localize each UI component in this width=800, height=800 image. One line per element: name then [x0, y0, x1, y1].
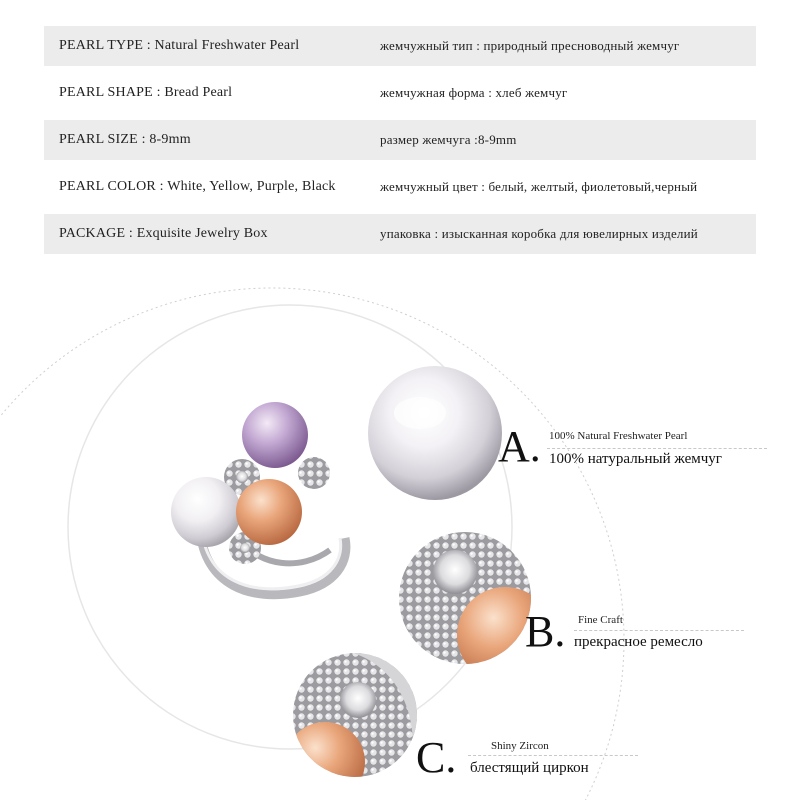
feature-letter: C. — [416, 733, 457, 782]
pearl-closeup — [368, 366, 502, 500]
dashed-divider — [574, 630, 744, 631]
dashed-divider — [547, 448, 767, 449]
spec-label-en: PACKAGE : Exquisite Jewelry Box — [59, 226, 268, 241]
spec-label-ru: размер жемчуга :8-9mm — [380, 132, 517, 147]
feature-label-en: Shiny Zircon — [491, 740, 549, 752]
spec-row-pearl-size — [44, 120, 756, 160]
spec-label-en: PEARL SHAPE : Bread Pearl — [59, 85, 233, 100]
product-showcase — [0, 280, 800, 800]
showcase-illustration — [0, 280, 800, 800]
spec-row-package — [44, 214, 756, 254]
feature-label-ru: 100% натуральный жемчуг — [549, 451, 722, 467]
spec-label-ru: жемчужный цвет : белый, желтый, фиолетовый,черный — [380, 179, 698, 194]
spec-label-en: PEARL COLOR : White, Yellow, Purple, Black — [59, 179, 336, 194]
feature-letter: B. — [525, 607, 566, 656]
feature-label-ru: блестящий циркон — [470, 760, 589, 776]
spec-label-ru: жемчужная форма : хлеб жемчуг — [380, 85, 568, 100]
dashed-divider — [468, 755, 638, 756]
spec-label-ru: жемчужный тип : природный пресноводный жемчуг — [380, 38, 680, 53]
spec-label-en: PEARL SIZE : 8-9mm — [59, 132, 191, 147]
spec-label-en: PEARL TYPE : Natural Freshwater Pearl — [59, 38, 300, 53]
feature-label-en: 100% Natural Freshwater Pearl — [549, 430, 688, 442]
spec-label-ru: упаковка : изысканная коробка для ювелирных изделий — [380, 226, 698, 241]
spec-row-pearl-color — [44, 167, 756, 207]
zircon-closeup — [285, 650, 430, 800]
feature-label-ru: прекрасное ремесло — [574, 634, 703, 650]
spec-table — [44, 26, 756, 261]
feature-letter: A. — [498, 422, 541, 471]
spec-row-pearl-type — [44, 26, 756, 66]
craft-closeup — [395, 528, 553, 683]
spec-row-pearl-shape — [44, 73, 756, 113]
feature-label-en: Fine Craft — [578, 614, 623, 626]
ring-illustration — [171, 402, 346, 595]
